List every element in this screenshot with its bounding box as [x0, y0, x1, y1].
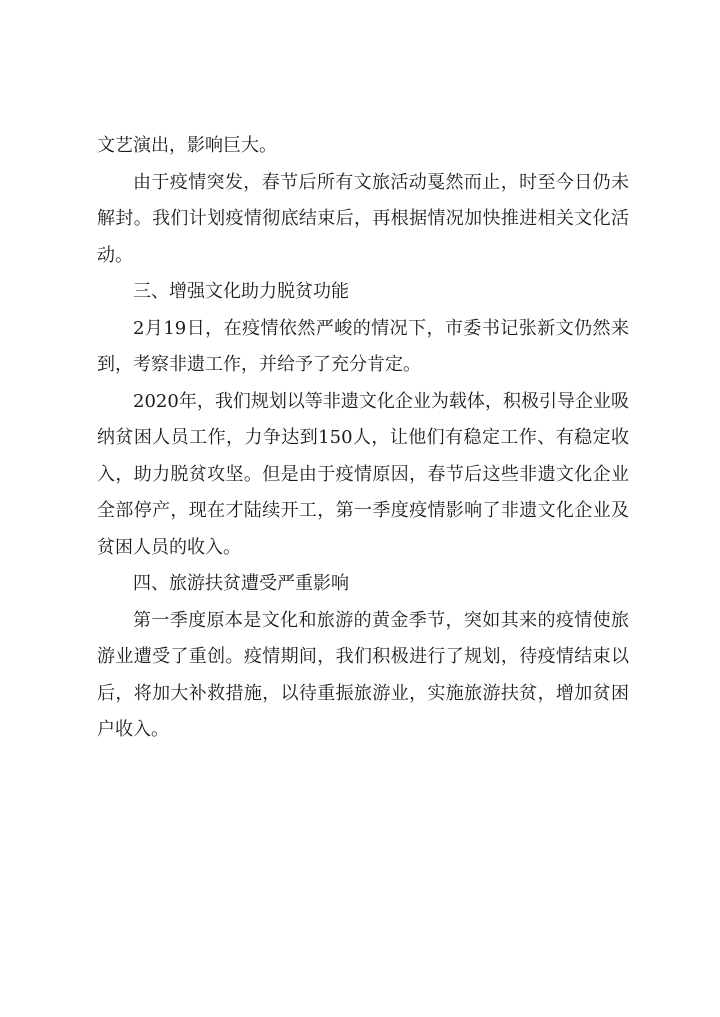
document-body — [97, 128, 629, 749]
section-heading-3: 三、增强文化助力脱贫功能 — [133, 281, 349, 302]
paragraph-tourism: 第一季度原本是文化和旅游的黄金季节，突如其来的疫情使旅游业遭受了重创。疫情期间，我们积极进行了规划，待疫情结束以后，将加大补救措施，以待重振旅游业，实施旅游扶贫，增加贫困户收入。 — [97, 609, 629, 740]
paragraph-2020-plan: 2020年，我们规划以等非遗文化企业为载体，积极引导企业吸纳贫困人员工作，力争达到150人，让他们有稳定工作、有稳定收入，助力脱贫攻坚。但是由于疫情原因，春节后这些非遗文化企业全部停产，现在才陆续开工，第一季度疫情影响了非遗文化企业及贫困人员的收入。 — [97, 390, 629, 558]
section-heading-4: 四、旅游扶贫遭受严重影响 — [133, 573, 349, 594]
paragraph-continuation: 文艺演出，影响巨大。 — [97, 135, 277, 156]
paragraph-epidemic-impact: 由于疫情突发，春节后所有文旅活动戛然而止，时至今日仍未解封。我们计划疫情彻底结束后，再根据情况加快推进相关文化活动。 — [97, 171, 629, 266]
paragraph-inspection: 2月19日，在疫情依然严峻的情况下，市委书记张新文仍然来到，考察非遗工作，并给予了充分肯定。 — [97, 317, 629, 375]
